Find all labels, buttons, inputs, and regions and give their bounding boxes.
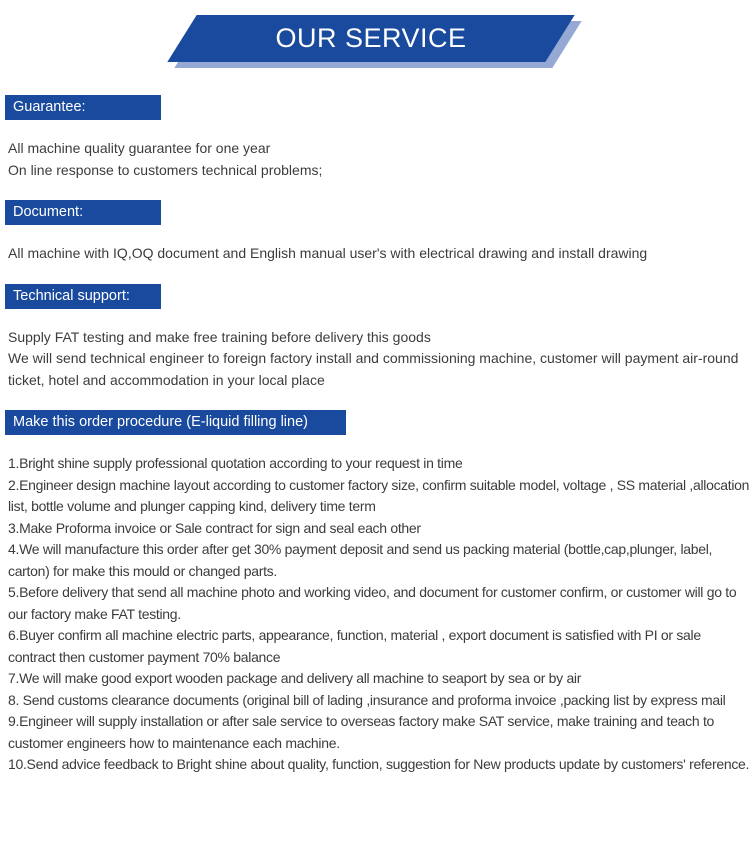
section-order-procedure <box>0 410 750 776</box>
order-step-9: 9.Engineer will supply installation or after sale service to overseas factory make SAT service, make training and teach to customer engineers how to maintenance each machine. <box>8 713 715 751</box>
section-technical-support <box>0 284 750 392</box>
section-header-guarantee: Guarantee: <box>5 95 161 120</box>
our-service-banner <box>182 15 560 62</box>
page-title: OUR SERVICE <box>275 23 467 53</box>
service-page <box>0 15 750 857</box>
technical-support-line-1: Supply FAT testing and make free training before delivery this goods <box>8 328 431 345</box>
order-step-6: 6.Buyer confirm all machine electric parts, appearance, function, material , export document is satisfied with PI or sale contract then customer payment 70% balance <box>8 627 701 665</box>
section-body-technical-support <box>8 327 750 392</box>
guarantee-line-2: On line response to customers technical problems; <box>8 161 323 178</box>
order-step-5: 5.Before delivery that send all machine photo and working video, and document for customer confirm, or customer will go to our factory make FAT testing. <box>8 584 737 622</box>
section-document <box>0 200 750 265</box>
order-procedure-steps <box>8 453 750 776</box>
section-body-document <box>8 243 750 265</box>
order-step-7: 7.We will make good export wooden package and delivery all machine to seaport by sea or by air <box>8 670 582 686</box>
section-guarantee <box>0 95 750 181</box>
document-line-1: All machine with IQ,OQ document and English manual user's with electrical drawing and install drawing <box>8 245 648 261</box>
technical-support-line-2: We will send technical engineer to foreign factory install and commissioning machine, customer will payment air-round ticket, hotel and accommodation in your local place <box>8 350 739 388</box>
order-step-2: 2.Engineer design machine layout according to customer factory size, confirm suitable model, voltage , SS material ,allocation list, bottle volume and plunger capping kind, delivery time term <box>8 476 750 514</box>
section-header-technical-support: Technical support: <box>5 284 161 309</box>
section-body-guarantee <box>8 138 750 181</box>
section-header-order-procedure: Make this order procedure (E-liquid filling line) <box>5 410 346 435</box>
order-step-1: 1.Bright shine supply professional quotation according to your request in time <box>8 455 463 471</box>
section-header-document: Document: <box>5 200 161 225</box>
order-step-3: 3.Make Proforma invoice or Sale contract for sign and seal each other <box>8 519 421 536</box>
order-step-8: 8. Send customs clearance documents (original bill of lading ,insurance and proforma invoice ,packing list by express mail <box>8 691 726 708</box>
guarantee-line-1: All machine quality guarantee for one year <box>8 140 271 156</box>
order-step-10: 10.Send advice feedback to Bright shine about quality, function, suggestion for New products update by customers' reference. <box>8 756 750 772</box>
order-step-4: 4.We will manufacture this order after get 30% payment deposit and send us packing material (bottle,cap,plunger, label, carton) for make this mould or changed parts. <box>8 541 713 579</box>
